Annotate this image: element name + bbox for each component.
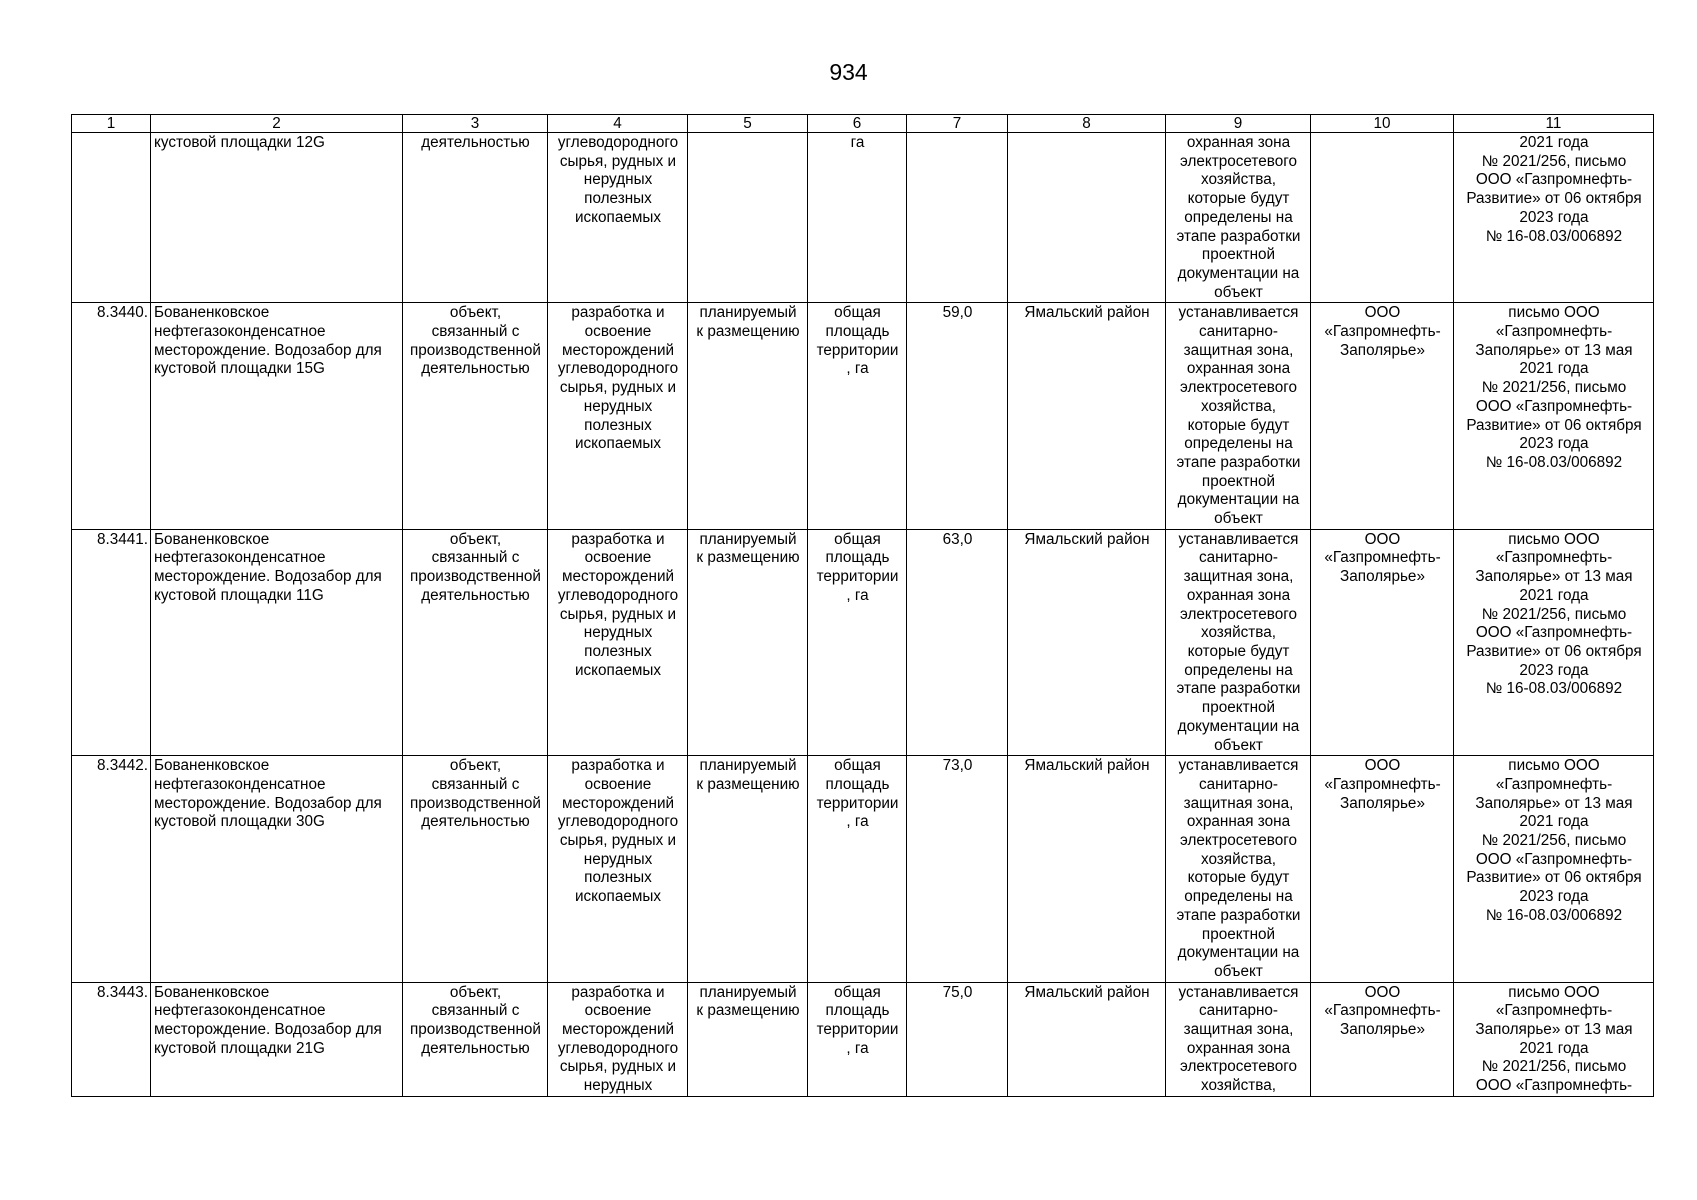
area-value-text: 63,0 bbox=[942, 530, 973, 548]
cell-source-document bbox=[1454, 756, 1654, 982]
cell-object-status bbox=[688, 982, 808, 1096]
column-number: 7 bbox=[907, 115, 1008, 133]
cell-object-status bbox=[688, 756, 808, 982]
column-number: 11 bbox=[1454, 115, 1654, 133]
area-value-text: 75,0 bbox=[942, 983, 973, 1001]
column-number: 6 bbox=[808, 115, 907, 133]
cell-zone-description bbox=[1166, 756, 1311, 982]
cell-area-value bbox=[907, 529, 1008, 755]
cell-row-number bbox=[72, 133, 151, 303]
cell-row-number bbox=[72, 529, 151, 755]
cell-object-name bbox=[151, 756, 403, 982]
source-document-text: письмо ООО «Газпромнефть- Заполярье» от 13 мая 2021 года № 2021/256, письмо ООО «Газпромнефть- bbox=[1475, 983, 1633, 1095]
column-number: 4 bbox=[548, 115, 688, 133]
cell-area-value bbox=[907, 303, 1008, 529]
cell-location bbox=[1008, 982, 1166, 1096]
row-number-text: 8.3442. bbox=[96, 757, 148, 775]
table-row bbox=[72, 982, 1654, 1096]
table-body bbox=[72, 133, 1654, 1097]
cell-object-type bbox=[403, 133, 548, 303]
cell-area-value bbox=[907, 756, 1008, 982]
object-name-text: Бованенковское нефтегазоконденсатное месторождение. Водозабор для кустовой площадки 21G bbox=[154, 983, 382, 1057]
table-row bbox=[72, 133, 1654, 303]
cell-zone-description bbox=[1166, 133, 1311, 303]
cell-object-name bbox=[151, 529, 403, 755]
column-number-row bbox=[72, 115, 1654, 133]
cell-source-document bbox=[1454, 133, 1654, 303]
cell-object-type bbox=[403, 529, 548, 755]
table-row bbox=[72, 529, 1654, 755]
zone-description-text: устанавливается санитарно- защитная зона, охранная зона электросетевого хозяйства, которые будут определены на этапе разработки проектной документации на объект bbox=[1176, 304, 1301, 528]
cell-object-name bbox=[151, 303, 403, 529]
cell-row-number bbox=[72, 303, 151, 529]
object-purpose-text: разработка и освоение месторождений углеводородного сырья, рудных и нерудных полезных ископаемых bbox=[557, 757, 679, 906]
cell-object-purpose bbox=[548, 982, 688, 1096]
row-number-text: 8.3441. bbox=[96, 530, 148, 548]
cell-object-type bbox=[403, 756, 548, 982]
cell-area-parameter bbox=[808, 982, 907, 1096]
column-number: 2 bbox=[151, 115, 403, 133]
column-number: 8 bbox=[1008, 115, 1166, 133]
area-parameter-text: общая площадь территории , га bbox=[816, 530, 899, 604]
source-document-text: 2021 года № 2021/256, письмо ООО «Газпромнефть- Развитие» от 06 октября 2023 года № 16-08.03/006892 bbox=[1466, 134, 1642, 245]
cell-location bbox=[1008, 303, 1166, 529]
location-text: Ямальский район bbox=[1024, 983, 1150, 1001]
object-type-text: объект, связанный с производственной деятельностью bbox=[410, 757, 541, 831]
cell-object-purpose bbox=[548, 303, 688, 529]
row-number-text: 8.3443. bbox=[96, 983, 148, 1001]
cell-object-status bbox=[688, 133, 808, 303]
area-parameter-text: общая площадь территории , га bbox=[816, 304, 899, 378]
cell-zone-description bbox=[1166, 982, 1311, 1096]
cell-source-document bbox=[1454, 982, 1654, 1096]
cell-organization bbox=[1311, 303, 1454, 529]
table-row bbox=[72, 303, 1654, 529]
cell-area-parameter bbox=[808, 529, 907, 755]
cell-source-document bbox=[1454, 303, 1654, 529]
zone-description-text: устанавливается санитарно- защитная зона, охранная зона электросетевого хозяйства, которые будут определены на этапе разработки проектной документации на объект bbox=[1176, 530, 1301, 754]
object-name-text: Бованенковское нефтегазоконденсатное месторождение. Водозабор для кустовой площадки 15G bbox=[154, 304, 382, 378]
cell-object-purpose bbox=[548, 133, 688, 303]
objects-table bbox=[71, 114, 1654, 1097]
cell-area-value bbox=[907, 982, 1008, 1096]
cell-object-purpose bbox=[548, 529, 688, 755]
organization-text: ООО «Газпромнефть- Заполярье» bbox=[1324, 530, 1441, 586]
cell-object-purpose bbox=[548, 756, 688, 982]
cell-object-name bbox=[151, 133, 403, 303]
cell-object-status bbox=[688, 529, 808, 755]
row-number-text: 8.3440. bbox=[96, 304, 148, 322]
object-purpose-text: углеводородного сырья, рудных и нерудных полезных ископаемых bbox=[557, 134, 679, 226]
cell-organization bbox=[1311, 133, 1454, 303]
cell-object-type bbox=[403, 303, 548, 529]
location-text: Ямальский район bbox=[1024, 530, 1150, 548]
organization-text: ООО «Газпромнефть- Заполярье» bbox=[1324, 983, 1441, 1039]
organization-text: ООО «Газпромнефть- Заполярье» bbox=[1324, 304, 1441, 359]
zone-description-text: устанавливается санитарно- защитная зона, охранная зона электросетевого хозяйства, которые будут определены на этапе разработки проектной документации на объект bbox=[1176, 757, 1301, 980]
cell-zone-description bbox=[1166, 303, 1311, 529]
cell-location bbox=[1008, 756, 1166, 982]
object-type-text: объект, связанный с производственной деятельностью bbox=[410, 530, 541, 604]
object-status-text: планируемый к размещению bbox=[696, 304, 800, 341]
location-text: Ямальский район bbox=[1024, 304, 1150, 322]
column-number: 10 bbox=[1311, 115, 1454, 133]
cell-area-parameter bbox=[808, 133, 907, 303]
cell-object-type bbox=[403, 982, 548, 1096]
object-purpose-text: разработка и освоение месторождений углеводородного сырья, рудных и нерудных полезных ископаемых bbox=[557, 304, 679, 453]
object-type-text: объект, связанный с производственной деятельностью bbox=[410, 983, 541, 1057]
object-status-text: планируемый к размещению bbox=[696, 983, 800, 1020]
column-number: 1 bbox=[72, 115, 151, 133]
object-status-text: планируемый к размещению bbox=[696, 530, 800, 567]
zone-description-text: охранная зона электросетевого хозяйства, которые будут определены на этапе разработки проектной документации на объект bbox=[1176, 134, 1301, 301]
object-name-text: Бованенковское нефтегазоконденсатное месторождение. Водозабор для кустовой площадки 30G bbox=[154, 757, 382, 831]
object-purpose-text: разработка и освоение месторождений углеводородного сырья, рудных и нерудных bbox=[557, 983, 679, 1095]
area-parameter-text: общая площадь территории , га bbox=[816, 983, 899, 1057]
cell-area-value bbox=[907, 133, 1008, 303]
column-number: 5 bbox=[688, 115, 808, 133]
area-value-text: 59,0 bbox=[942, 304, 973, 322]
cell-organization bbox=[1311, 529, 1454, 755]
source-document-text: письмо ООО «Газпромнефть- Заполярье» от 13 мая 2021 года № 2021/256, письмо ООО «Газпромнефть- Развитие» от 06 октября 2023 года № 16-08.03/006892 bbox=[1466, 530, 1642, 698]
cell-zone-description bbox=[1166, 529, 1311, 755]
cell-row-number bbox=[72, 756, 151, 982]
cell-row-number bbox=[72, 982, 151, 1096]
zone-description-text: устанавливается санитарно- защитная зона, охранная зона электросетевого хозяйства, bbox=[1178, 983, 1299, 1095]
area-parameter-text: общая площадь территории , га bbox=[816, 757, 899, 831]
page-number: 934 bbox=[829, 59, 868, 85]
column-number: 3 bbox=[403, 115, 548, 133]
cell-source-document bbox=[1454, 529, 1654, 755]
cell-area-parameter bbox=[808, 756, 907, 982]
organization-text: ООО «Газпромнефть- Заполярье» bbox=[1324, 757, 1441, 812]
source-document-text: письмо ООО «Газпромнефть- Заполярье» от 13 мая 2021 года № 2021/256, письмо ООО «Газпромнефть- Развитие» от 06 октября 2023 года № 16-08.03/006892 bbox=[1466, 304, 1642, 471]
object-status-text: планируемый к размещению bbox=[696, 757, 800, 793]
cell-location bbox=[1008, 133, 1166, 303]
location-text: Ямальский район bbox=[1024, 757, 1150, 775]
area-value-text: 73,0 bbox=[942, 757, 973, 775]
area-parameter-text: га bbox=[850, 134, 865, 151]
table-row bbox=[72, 756, 1654, 982]
column-number: 9 bbox=[1166, 115, 1311, 133]
object-name-text: кустовой площадки 12G bbox=[154, 134, 325, 151]
cell-object-name bbox=[151, 982, 403, 1096]
cell-location bbox=[1008, 529, 1166, 755]
object-name-text: Бованенковское нефтегазоконденсатное месторождение. Водозабор для кустовой площадки 11G bbox=[154, 530, 382, 604]
cell-organization bbox=[1311, 982, 1454, 1096]
object-type-text: деятельностью bbox=[421, 134, 530, 151]
cell-organization bbox=[1311, 756, 1454, 982]
object-type-text: объект, связанный с производственной деятельностью bbox=[410, 304, 541, 378]
object-purpose-text: разработка и освоение месторождений углеводородного сырья, рудных и нерудных полезных ископаемых bbox=[557, 530, 679, 679]
cell-object-status bbox=[688, 303, 808, 529]
cell-area-parameter bbox=[808, 303, 907, 529]
source-document-text: письмо ООО «Газпромнефть- Заполярье» от 13 мая 2021 года № 2021/256, письмо ООО «Газпромнефть- Развитие» от 06 октября 2023 года № 16-08.03/006892 bbox=[1466, 757, 1642, 924]
